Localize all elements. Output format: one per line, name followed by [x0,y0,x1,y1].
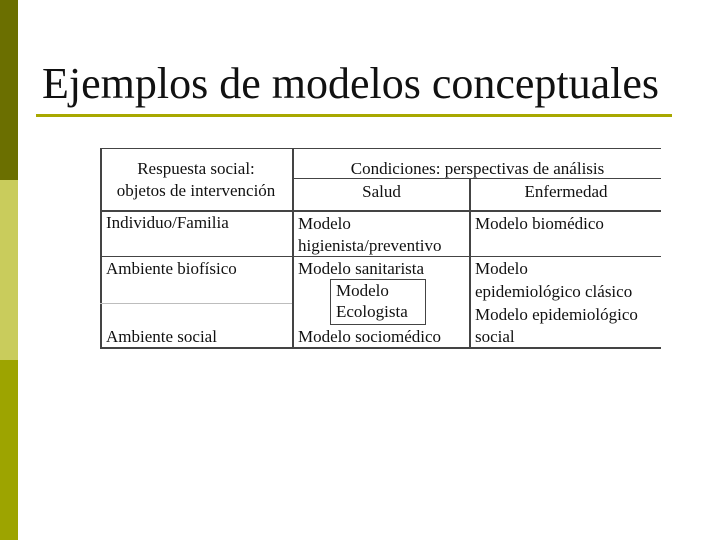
accent-bar-bottom [0,360,18,540]
row1-salud-line2: higienista/preventivo [298,236,442,255]
row3-salud: Modelo sociomédico [298,327,442,346]
header-conditions-label: Condiciones: perspectivas de análisis [350,159,605,178]
column-header-salud: Salud [362,182,401,201]
title-underline [36,114,672,117]
ecologist-model-box [330,279,426,325]
row3-enfermedad-line2: social [475,327,515,346]
slide-title: Ejemplos de modelos conceptuales [42,59,660,108]
column-header-enfermedad: Enfermedad [524,182,608,201]
ecologist-box-line1: Modelo [336,281,389,300]
row2-salud: Modelo sanitarista [298,259,425,278]
row1-enfermedad: Modelo biomédico [475,214,604,233]
row2-label-divider [100,303,292,304]
row3-enfermedad-line1: Modelo epidemiológico [475,305,638,324]
row1-salud-line1: Modelo [298,214,351,233]
table-top-border [100,148,661,149]
accent-bar-middle [0,180,18,360]
enfermedad-column-divider [469,178,471,349]
accent-bar-top [0,0,18,180]
ecologist-box-line2: Ecologista [336,302,408,321]
row2-enfermedad-line2: epidemiológico clásico [475,282,633,301]
row-label-ambiente-biofisico: Ambiente biofísico [106,259,237,278]
row-label-ambiente-social: Ambiente social [106,327,217,346]
row2-enfermedad-line1: Modelo [475,259,528,278]
header-response-label-1: Respuesta social: [137,159,255,178]
header-response-label-2: objetos de intervención [116,181,276,200]
conceptual-models-table [100,148,661,349]
row-label-individuo-familia: Individuo/Familia [106,213,229,232]
